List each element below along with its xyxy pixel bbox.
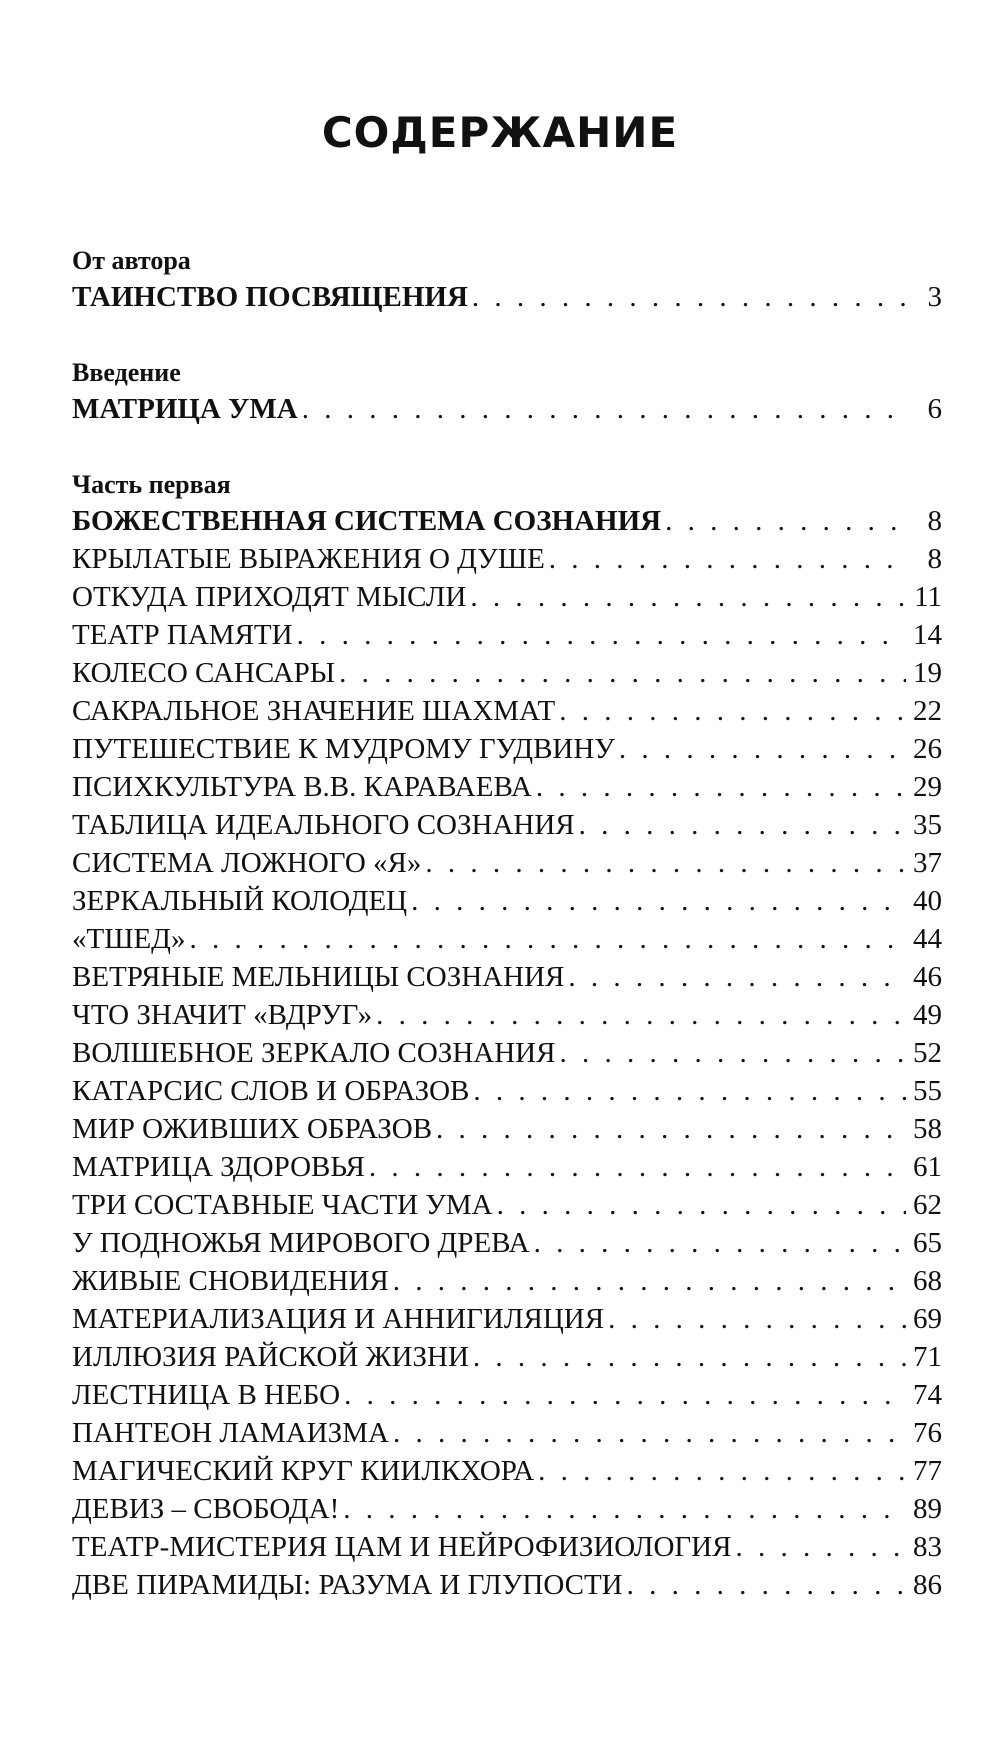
dot-leader <box>549 540 906 578</box>
toc-entry[interactable] <box>72 1224 942 1262</box>
toc-entry-page: 6 <box>927 393 942 425</box>
toc-entry-title: ПАНТЕОН ЛАМАИЗМА <box>72 1417 389 1449</box>
dot-leader <box>559 1034 906 1072</box>
dot-leader <box>411 882 906 920</box>
dot-leader <box>735 1528 906 1566</box>
toc-entry-page: 14 <box>913 619 942 651</box>
toc-entry-title: ТАБЛИЦА ИДЕАЛЬНОГО СОЗНАНИЯ <box>72 809 575 841</box>
section-label-preface: От автора <box>72 246 191 275</box>
toc-entry[interactable] <box>72 1262 942 1300</box>
toc-entry-title: ДВЕ ПИРАМИДЫ: РАЗУМА И ГЛУПОСТИ <box>72 1569 623 1601</box>
toc-entry-title: ПСИХКУЛЬТУРА В.В. КАРАВАЕВА <box>72 771 532 803</box>
toc-entry[interactable] <box>72 1072 942 1110</box>
dot-leader <box>665 502 906 540</box>
toc-entry-title: ТРИ СОСТАВНЫЕ ЧАСТИ УМА <box>72 1189 493 1221</box>
toc-entry[interactable] <box>72 1300 942 1338</box>
dot-leader <box>608 1300 906 1338</box>
dot-leader <box>538 1452 906 1490</box>
dot-leader <box>627 1566 906 1604</box>
toc-entry-title: КРЫЛАТЫЕ ВЫРАЖЕНИЯ О ДУШЕ <box>72 543 545 575</box>
toc-entry[interactable] <box>72 768 942 806</box>
toc-entry[interactable] <box>72 1376 942 1414</box>
toc-entry[interactable] <box>72 540 942 578</box>
toc-entry-part1-heading[interactable] <box>72 502 942 540</box>
toc-entry-page: 35 <box>913 809 942 841</box>
dot-leader <box>302 390 906 428</box>
dot-leader <box>497 1186 906 1224</box>
toc-entry-title: МАТРИЦА УМА <box>72 393 298 425</box>
toc-entry-title: ПУТЕШЕСТВИЕ К МУДРОМУ ГУДВИНУ <box>72 733 615 765</box>
toc-entry-title: САКРАЛЬНОЕ ЗНАЧЕНИЕ ШАХМАТ <box>72 695 556 727</box>
toc-entry-page: 74 <box>913 1379 942 1411</box>
toc-entry[interactable] <box>72 1338 942 1376</box>
toc-entry-title: У ПОДНОЖЬЯ МИРОВОГО ДРЕВА <box>72 1227 530 1259</box>
toc-entry-list <box>72 540 942 1604</box>
toc-entry-title: ТЕАТР ПАМЯТИ <box>72 619 293 651</box>
toc-entry-title: «ТШЕД» <box>72 923 186 955</box>
dot-leader <box>297 616 906 654</box>
toc-entry-title: ЗЕРКАЛЬНЫЙ КОЛОДЕЦ <box>72 885 408 917</box>
toc-entry-page: 49 <box>913 999 942 1031</box>
toc-entry-title: КОЛЕСО САНСАРЫ <box>72 657 336 689</box>
toc-entry[interactable] <box>72 730 942 768</box>
toc-entry-page: 19 <box>913 657 942 689</box>
toc-entry[interactable] <box>72 692 942 730</box>
toc-entry[interactable] <box>72 1452 942 1490</box>
toc-entry[interactable] <box>72 1148 942 1186</box>
toc-entry-title: КАТАРСИС СЛОВ И ОБРАЗОВ <box>72 1075 470 1107</box>
toc-entry-page: 46 <box>913 961 942 993</box>
toc-entry[interactable] <box>72 1528 942 1566</box>
section-label-part1: Часть первая <box>72 470 231 499</box>
toc-entry-title: ТЕАТР-МИСТЕРИЯ ЦАМ И НЕЙРОФИЗИОЛОГИЯ <box>72 1531 732 1563</box>
toc-entry[interactable] <box>72 1566 942 1604</box>
toc-entry-title: ТАИНСТВО ПОСВЯЩЕНИЯ <box>72 281 468 313</box>
dot-leader <box>339 654 906 692</box>
toc-entry-page: 40 <box>913 885 942 917</box>
toc-entry-title: МАГИЧЕСКИЙ КРУГ КИИЛКХОРА <box>72 1455 535 1487</box>
toc-entry-title: ДЕВИЗ – СВОБОДА! <box>72 1493 340 1525</box>
toc-entry[interactable] <box>72 958 942 996</box>
toc-entry[interactable] <box>72 882 942 920</box>
toc-entry-title: МАТРИЦА ЗДОРОВЬЯ <box>72 1151 365 1183</box>
toc-entry-page: 65 <box>913 1227 942 1259</box>
section-label-intro: Введение <box>72 358 181 387</box>
toc-entry-title: МИР ОЖИВШИХ ОБРАЗОВ <box>72 1113 433 1145</box>
dot-leader <box>568 958 906 996</box>
toc-entry-page: 52 <box>913 1037 942 1069</box>
toc-entry[interactable] <box>72 654 942 692</box>
toc-entry-page: 77 <box>913 1455 942 1487</box>
dot-leader <box>536 768 906 806</box>
toc-entry[interactable] <box>72 806 942 844</box>
dot-leader <box>344 1376 906 1414</box>
toc-entry-title: ИЛЛЮЗИЯ РАЙСКОЙ ЖИЗНИ <box>72 1341 469 1373</box>
toc-entry-page: 37 <box>913 847 942 879</box>
toc-entry[interactable] <box>72 1186 942 1224</box>
toc-entry[interactable] <box>72 920 942 958</box>
toc-entry-title: БОЖЕСТВЕННАЯ СИСТЕМА СОЗНАНИЯ <box>72 505 662 537</box>
toc-entry[interactable] <box>72 1414 942 1452</box>
toc-entry-title: ЖИВЫЕ СНОВИДЕНИЯ <box>72 1265 389 1297</box>
toc-entry-intro[interactable] <box>72 390 942 428</box>
toc-entry-title: ОТКУДА ПРИХОДЯТ МЫСЛИ <box>72 581 467 613</box>
toc-entry[interactable] <box>72 616 942 654</box>
dot-leader <box>472 278 906 316</box>
dot-leader <box>473 1072 906 1110</box>
toc-entry-page: 22 <box>913 695 942 727</box>
toc-entry-preface[interactable] <box>72 278 942 316</box>
dot-leader <box>473 1338 906 1376</box>
toc-entry-page: 62 <box>913 1189 942 1221</box>
toc-entry-title: МАТЕРИАЛИЗАЦИЯ И АННИГИЛЯЦИЯ <box>72 1303 605 1335</box>
toc-entry-page: 11 <box>914 581 942 613</box>
toc-entry-page: 61 <box>913 1151 942 1183</box>
toc-entry-page: 58 <box>913 1113 942 1145</box>
toc-entry[interactable] <box>72 1110 942 1148</box>
toc-entry-title: ЛЕСТНИЦА В НЕБО <box>72 1379 341 1411</box>
toc-entry-page: 71 <box>913 1341 942 1373</box>
dot-leader <box>343 1490 906 1528</box>
dot-leader <box>436 1110 906 1148</box>
toc-entry-title: ЧТО ЗНАЧИТ «ВДРУГ» <box>72 999 373 1031</box>
dot-leader <box>189 920 906 958</box>
dot-leader <box>393 1262 906 1300</box>
toc-entry-page: 86 <box>913 1569 942 1601</box>
toc-entry-page: 89 <box>913 1493 942 1525</box>
dot-leader <box>534 1224 906 1262</box>
toc-entry-page: 44 <box>913 923 942 955</box>
toc-entry-page: 68 <box>913 1265 942 1297</box>
toc-entry[interactable] <box>72 996 942 1034</box>
spacer <box>72 428 942 468</box>
spacer <box>72 316 942 356</box>
page-title: СОДЕРЖАНИЕ <box>321 108 679 157</box>
toc-entry-page: 83 <box>913 1531 942 1563</box>
toc-entry[interactable] <box>72 1490 942 1528</box>
toc-entry-page: 29 <box>913 771 942 803</box>
toc-entry[interactable] <box>72 578 942 616</box>
toc-entry-page: 3 <box>927 281 942 313</box>
dot-leader <box>559 692 906 730</box>
toc-entry-title: ВЕТРЯНЫЕ МЕЛЬНИЦЫ СОЗНАНИЯ <box>72 961 565 993</box>
toc-entry[interactable] <box>72 844 942 882</box>
dot-leader <box>369 1148 906 1186</box>
toc-entry-page: 8 <box>927 505 942 537</box>
dot-leader <box>579 806 906 844</box>
dot-leader <box>425 844 906 882</box>
dot-leader <box>393 1414 906 1452</box>
toc-entry[interactable] <box>72 1034 942 1072</box>
toc-entry-page: 76 <box>913 1417 942 1449</box>
toc-entry-page: 55 <box>913 1075 942 1107</box>
dot-leader <box>470 578 906 616</box>
toc-entry-title: ВОЛШЕБНОЕ ЗЕРКАЛО СОЗНАНИЯ <box>72 1037 556 1069</box>
toc-entry-page: 8 <box>927 543 942 575</box>
table-of-contents <box>72 244 942 1604</box>
toc-entry-page: 26 <box>913 733 942 765</box>
toc-entry-title: СИСТЕМА ЛОЖНОГО «Я» <box>72 847 422 879</box>
toc-entry-page: 69 <box>913 1303 942 1335</box>
dot-leader <box>619 730 906 768</box>
dot-leader <box>376 996 906 1034</box>
